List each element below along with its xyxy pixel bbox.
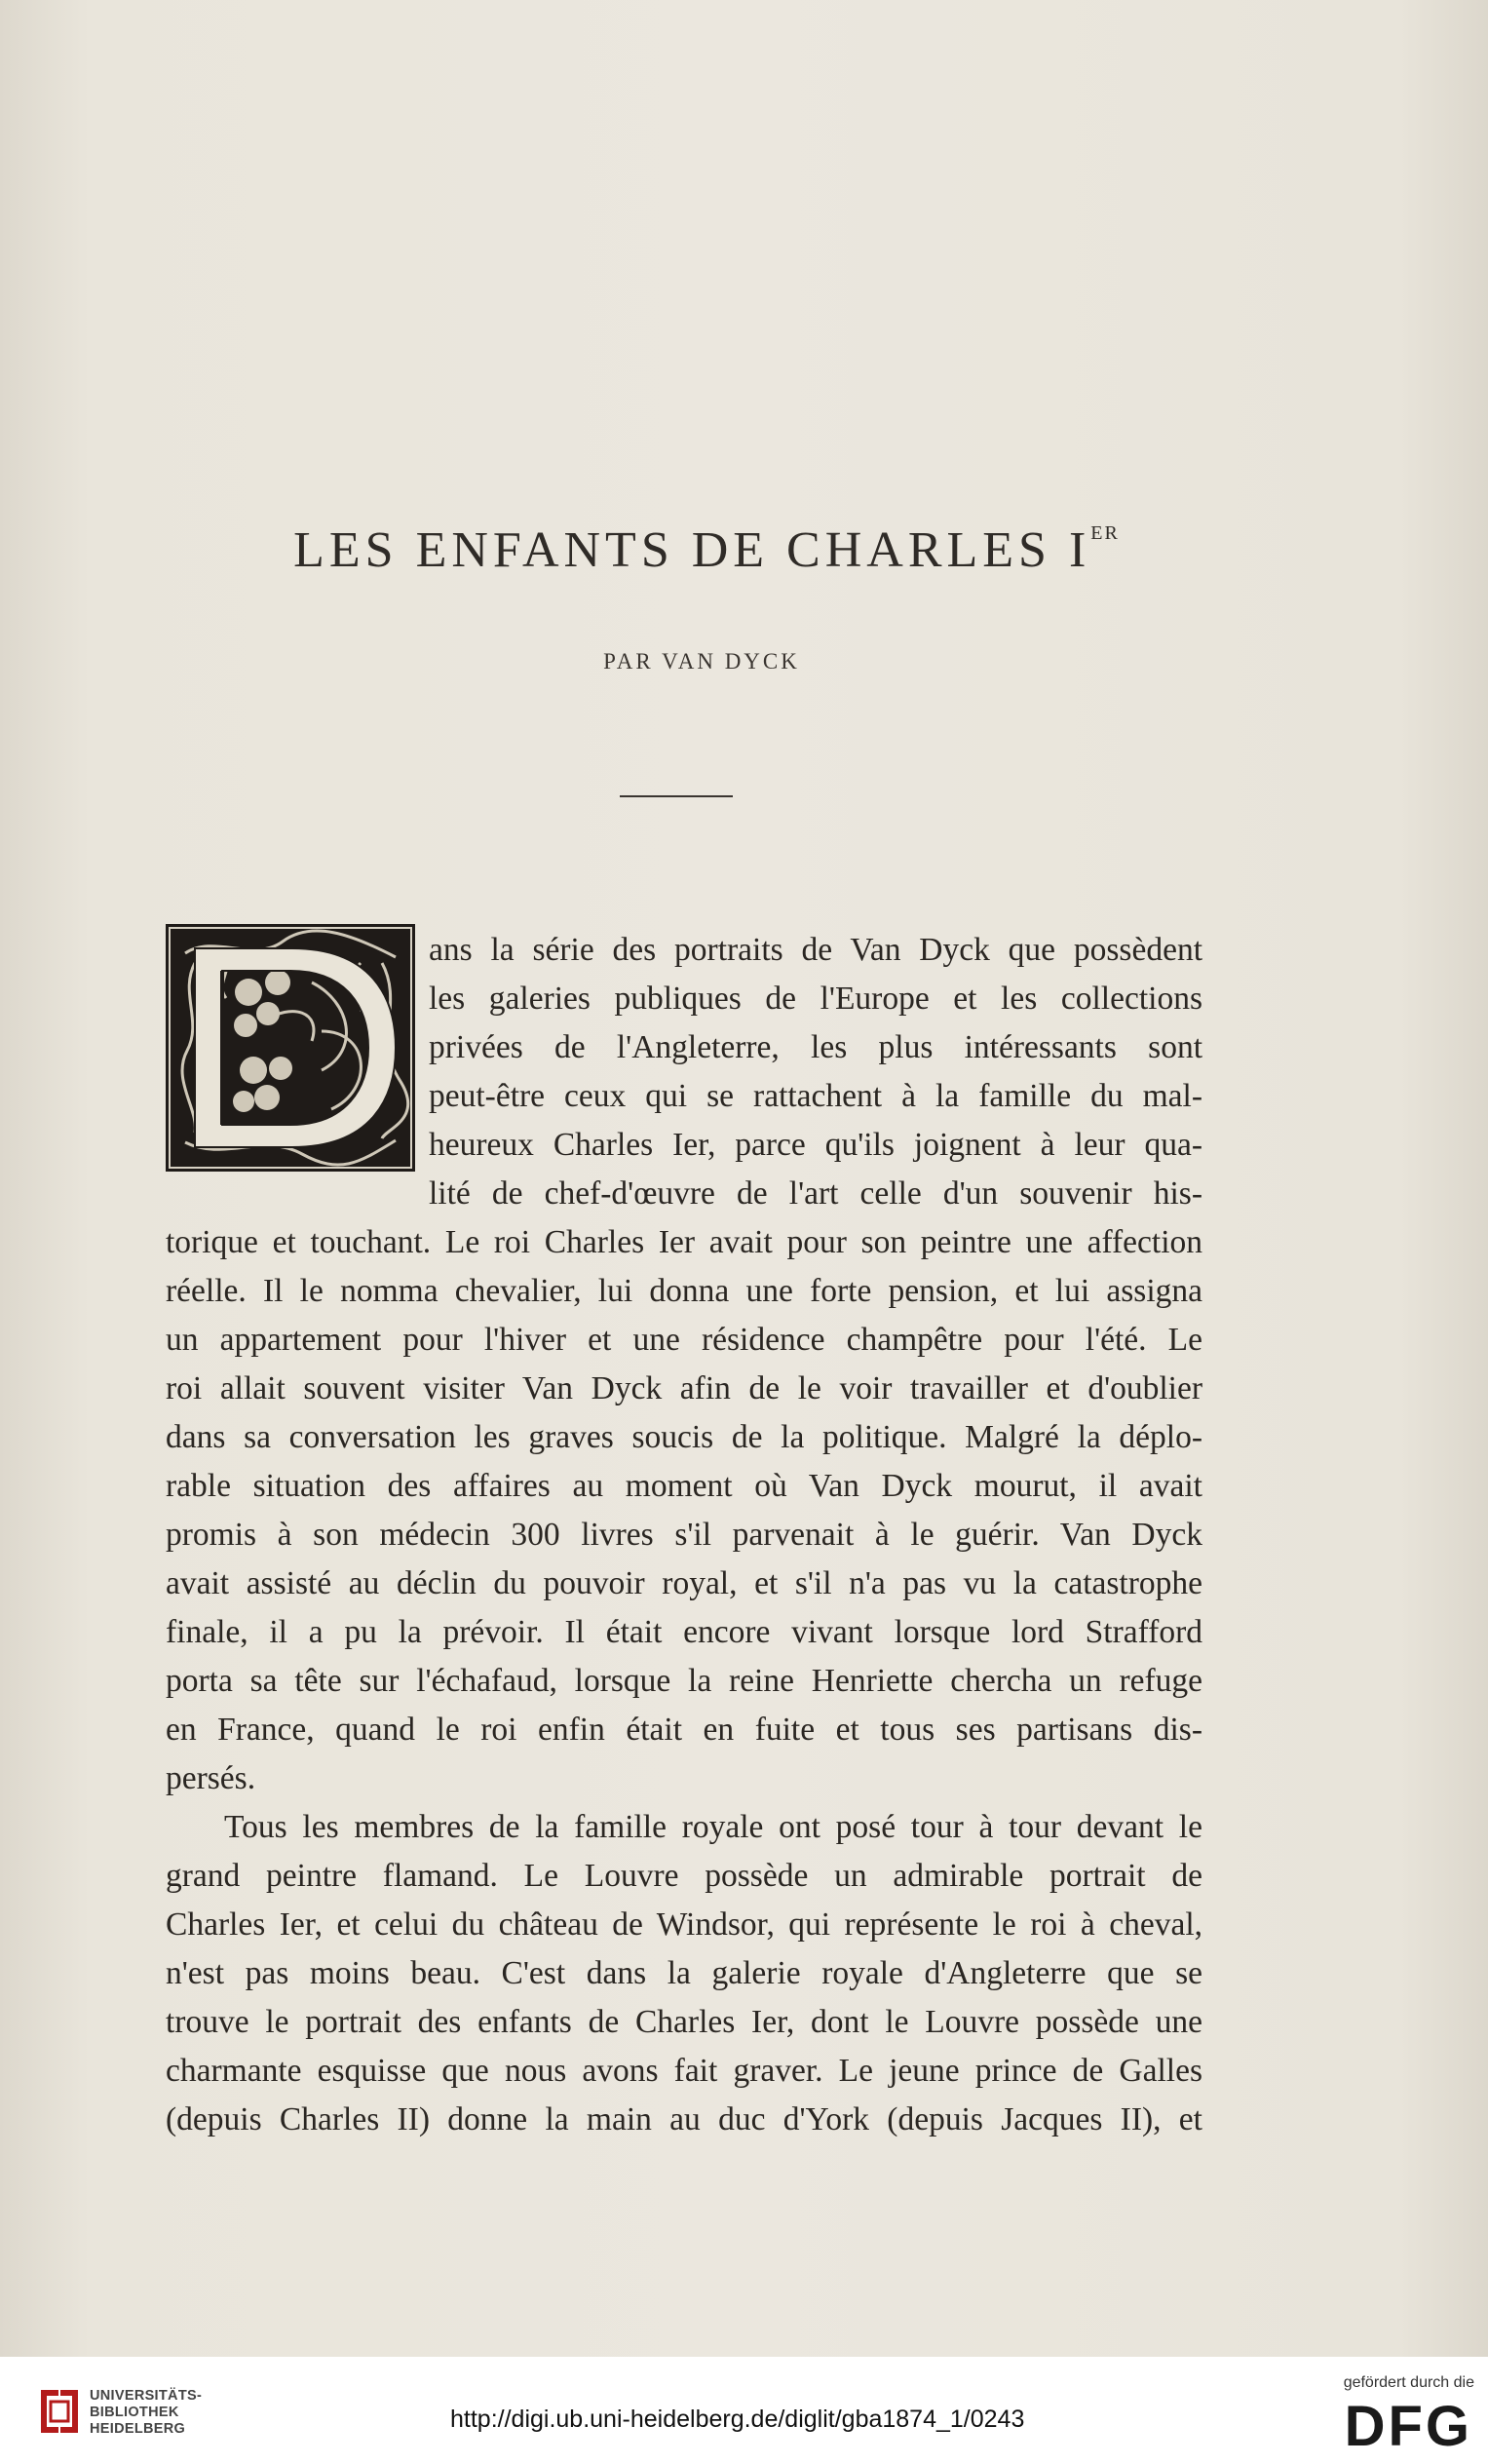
text-line: rable situation des affaires au moment où Van Dyck mourut, il avait xyxy=(166,1468,1202,1504)
text-line: promis à son médecin 300 livres s'il parvenait à le guérir. Van Dyck xyxy=(166,1517,1202,1553)
text-line: dans sa conversation les graves soucis de la politique. Malgré la déplo- xyxy=(166,1419,1202,1455)
text-line: Tous les membres de la famille royale ont posé tour à tour devant le xyxy=(224,1809,1202,1845)
text-line: charmante esquisse que nous avons fait graver. Le jeune prince de Galles xyxy=(166,2053,1202,2089)
text-line: persés. xyxy=(166,1760,256,1796)
article-byline: PAR VAN DYCK xyxy=(603,649,800,674)
text-line: réelle. Il le nomma chevalier, lui donna une forte pension, et lui assigna xyxy=(166,1273,1202,1309)
title-superscript: ER xyxy=(1090,522,1120,544)
text-line: peut-être ceux qui se rattachent à la famille du mal- xyxy=(429,1078,1202,1114)
text-line: finale, il a pu la prévoir. Il était encore vivant lorsque lord Strafford xyxy=(166,1614,1202,1650)
text-line: avait assisté au déclin du pouvoir royal, et s'il n'a pas vu la catastrophe xyxy=(166,1565,1202,1601)
text-line: Charles Ier, et celui du château de Windsor, qui représente le roi à cheval, xyxy=(166,1906,1202,1943)
text-line: les galeries publiques de l'Europe et les collections xyxy=(429,981,1202,1017)
text-line: n'est pas moins beau. C'est dans la galerie royale d'Angleterre que se xyxy=(166,1955,1202,1991)
article-body xyxy=(166,926,1202,2144)
text-line: en France, quand le roi enfin était en fuite et tous ses partisans dis- xyxy=(166,1712,1202,1748)
permalink-url[interactable]: http://digi.ub.uni-heidelberg.de/diglit/gba1874_1/0243 xyxy=(450,2406,1025,2433)
ub-heidelberg-logo-icon xyxy=(37,2386,82,2437)
dfg-logo: DFG xyxy=(1344,2395,1472,2458)
text-line: (depuis Charles II) donne la main au duc d'York (depuis Jacques II), et xyxy=(166,2101,1202,2137)
text-line: un appartement pour l'hiver et une résidence champêtre pour l'été. Le xyxy=(166,1322,1202,1358)
text-line: heureux Charles Ier, parce qu'ils joignent à leur qua- xyxy=(429,1127,1202,1163)
dropcap-letter: D xyxy=(166,924,167,925)
text-line: trouve le portrait des enfants de Charles Ier, dont le Louvre possède une xyxy=(166,2004,1202,2040)
library-name: UNIVERSITÄTS- BIBLIOTHEK HEIDELBERG xyxy=(90,2388,203,2437)
text-line: torique et touchant. Le roi Charles Ier avait pour son peintre une affection xyxy=(166,1224,1202,1260)
text-line: grand peintre flamand. Le Louvre possède un admirable portrait de xyxy=(166,1858,1202,1894)
text-line: porta sa tête sur l'échafaud, lorsque la reine Henriette chercha un refuge xyxy=(166,1663,1202,1699)
digitization-footer xyxy=(0,2357,1488,2464)
funder-caption: gefördert durch die xyxy=(1343,2374,1474,2391)
title-divider xyxy=(620,795,733,797)
article-title: LES ENFANTS DE CHARLES IER xyxy=(293,522,1120,578)
text-line: ans la série des portraits de Van Dyck que possèdent xyxy=(429,932,1202,968)
text-line: privées de l'Angleterre, les plus intéressants sont xyxy=(429,1029,1202,1065)
text-line: lité de chef-d'œuvre de l'art celle d'un souvenir his- xyxy=(429,1175,1202,1212)
text-line: roi allait souvent visiter Van Dyck afin de le voir travailler et d'oublier xyxy=(166,1370,1202,1406)
